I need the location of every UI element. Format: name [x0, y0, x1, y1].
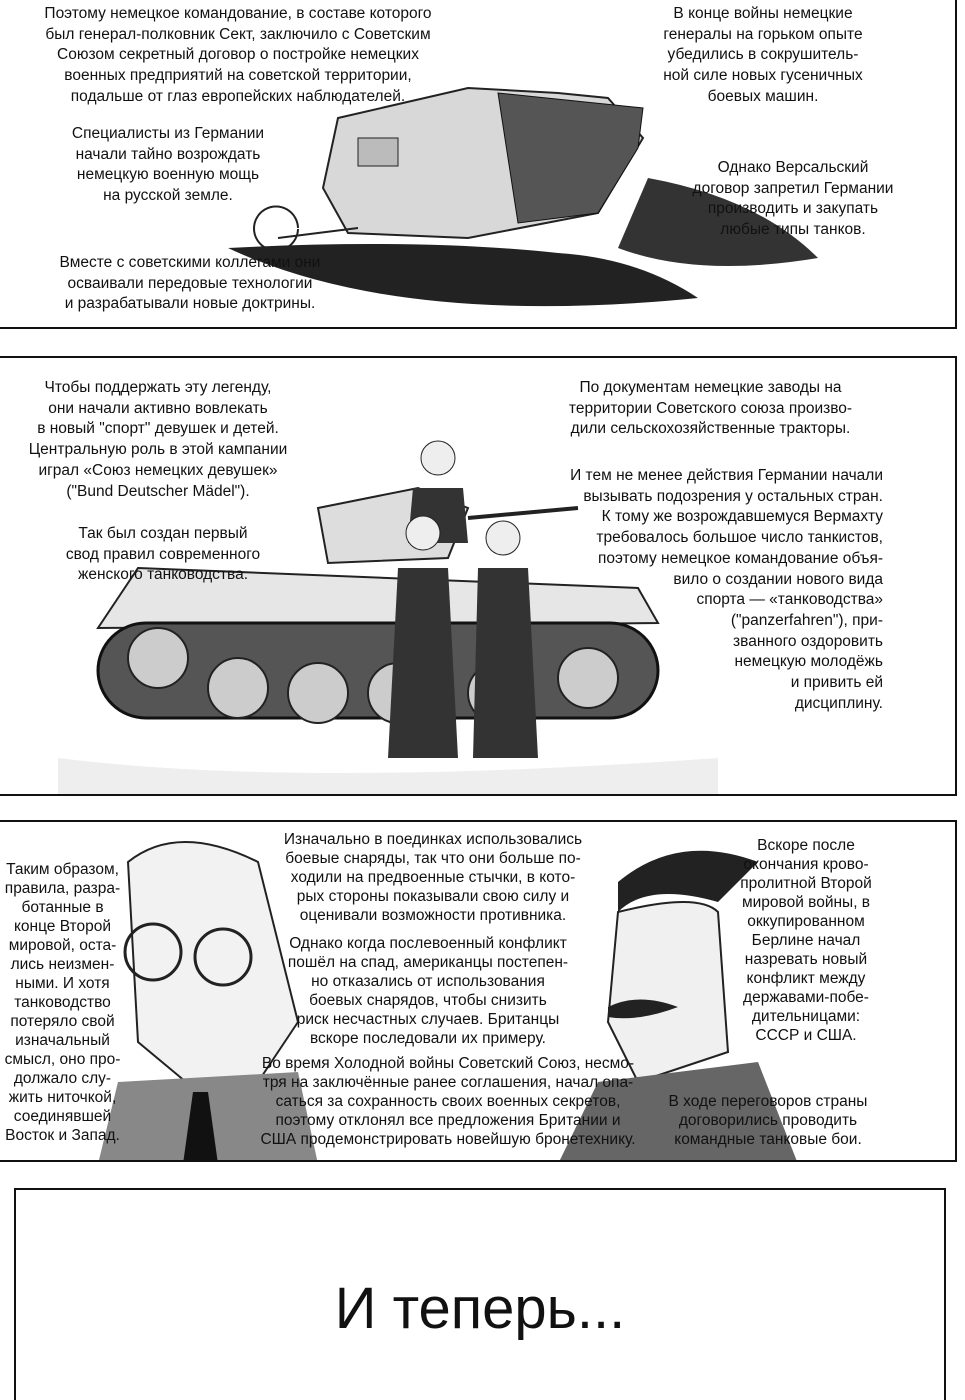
- caption-soviet-colleagues: Вместе с советскими коллегами они осваивали передовые технологии и разрабатывали новые доктрины.: [59, 254, 321, 313]
- caption-end-of-war: В конце войны немецкие генералы на горьком опыте убедились в сокрушитель- ной силе новых гусеничных боевых машин.: [663, 5, 863, 105]
- panel-2: [0, 356, 957, 796]
- and-now-title: И теперь...: [334, 1276, 626, 1341]
- caption-panzerfahren: И тем не менее действия Германии начали вызывать подозрения у остальных стран. К тому же возрождавшемуся Вермахту требовалось большое число танкистов, поэтому немецкое командование объя- вило о создании нового вида спорта — «танководства» ("panzerfahren"), при- званного оздоровить немецкую молодёжь и привить ей дисциплину.: [570, 467, 883, 712]
- caption-tractors: По документам немецкие заводы на территории Советского союза произво- дили сельскохозяйственные тракторы.: [568, 379, 853, 438]
- caption-postwar-conflict: Однако когда послевоенный конфликт пошёл на спад, американцы постепен- но отказались от использования боевых снарядов, чтобы снизить риск несчастных случаев. Британцы вскоре последовали их примеру.: [287, 935, 569, 1047]
- caption-rules-unchanged: Таким образом, правила, разра- ботанные в конце Второй мировой, оста- лись неизмен- ными. И хотя танководство потеряло свой изначальный смысл, оно про- должало слу- жить ниточкой, соединявшей Восток и Запад.: [4, 861, 121, 1144]
- panel-4: [14, 1188, 946, 1400]
- caption-specialists: Специалисты из Германии начали тайно возрождать немецкую военную мощь на русской земле.: [71, 125, 265, 205]
- caption-team-battles: В ходе переговоров страны договорились проводить командные танковые бои.: [668, 1093, 868, 1148]
- caption-seeckt-treaty: Поэтому немецкое командование, в составе которого был генерал-полковник Сект, заключило с Советским Союзом секретный договор о постройке немецких военных предприятий на советской территории, подальше от глаз европейских наблюдателей.: [44, 5, 432, 105]
- caption-cold-war: Во время Холодной войны Советский Союз, несмо- тря на заключённые ранее соглашения, начал опа- саться за сохранность своих военных секретов, поэтому отклонял все предложения Британии и США продемонстрировать новейшую бронетехнику.: [260, 1055, 636, 1148]
- panel-1: [0, 0, 957, 329]
- caption-after-war: Вскоре после окончания крово- пролитной Второй мировой войны, в оккупированном Берлине начал назревать новый конфликт между державами-побе- дительницами: СССР и США.: [740, 837, 872, 1044]
- caption-legend: Чтобы поддержать эту легенду, они начали активно вовлекать в новый "спорт" девушек и детей. Центральную роль в этой кампании играл «Союз немецких девушек» ("Bund Deutscher Mädel").: [28, 379, 288, 500]
- caption-first-rules: Так был создан первый свод правил современного женского танководства.: [65, 525, 261, 584]
- caption-live-shells: Изначально в поединках использовались боевые снаряды, так что они больше по- ходили на предвоенные стычки, в кото- рых стороны показывали свою силу и оценивали возможности противника.: [283, 831, 583, 924]
- panel-3: [0, 820, 957, 1162]
- caption-versailles: Однако Версальский договор запретил Германии производить и закупать любые типы танков.: [692, 159, 894, 239]
